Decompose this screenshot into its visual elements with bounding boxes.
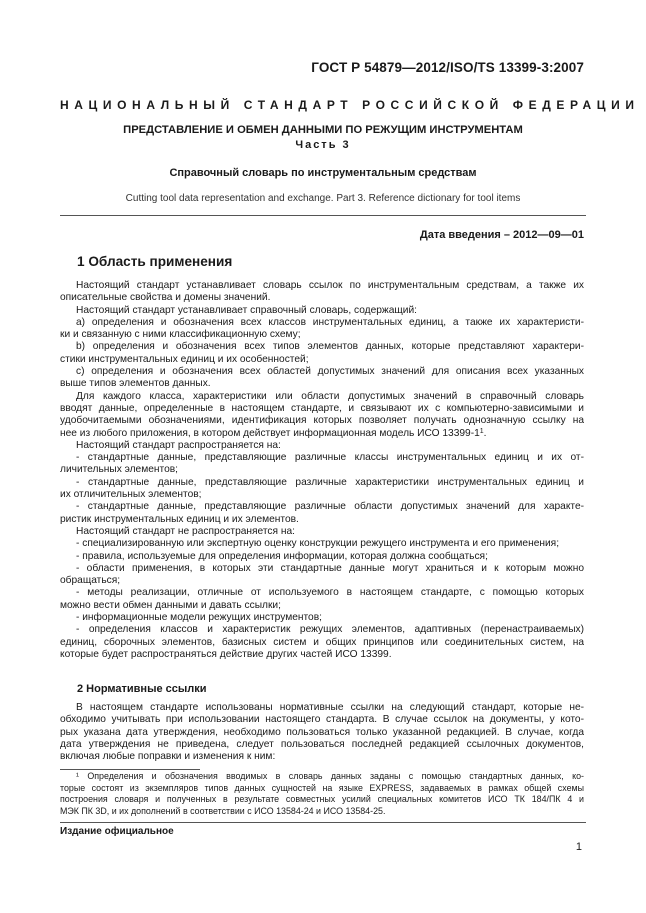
text-line — [60, 526, 584, 538]
text-line-content: - стандартные данные, представляющие различные области допустимых значений для характе- — [76, 501, 584, 513]
text-line — [60, 702, 584, 714]
text-line — [60, 600, 584, 612]
text-line — [60, 587, 584, 599]
text-line-content: их отличительных элементов; — [60, 489, 202, 501]
text-line-content: - методы реализации, отличные от используемого в настоящем стандарте, с помощью которых — [76, 587, 584, 599]
text-line-content: описательные свойства и домены значений. — [60, 292, 271, 304]
text-line-content: - определения классов и характеристик режущих элементов, адаптивных (перенастраиваемых) — [76, 624, 584, 636]
text-line-content: b) определения и обозначения всех типов элементов данных, которые представляют характери- — [76, 341, 584, 353]
footer-divider — [60, 822, 586, 823]
text-line-content: - стандартные данные, представляющие различные классы инструментальных единиц и их от- — [76, 452, 584, 464]
text-line-content: стики инструментальных единиц и их особенностей; — [60, 353, 309, 365]
national-standard-banner: НАЦИОНАЛЬНЫЙ СТАНДАРТ РОССИЙСКОЙ ФЕДЕРАЦИИ — [60, 98, 640, 112]
text-line-content: включая любые поправки и изменения к ним: — [60, 751, 276, 763]
text-line — [60, 428, 584, 440]
text-line — [60, 751, 584, 763]
text-line-content: Настоящий стандарт устанавливает словарь ссылок по инструментальным средствам, а также их — [76, 280, 584, 291]
section-1-body — [60, 280, 584, 661]
section-2-heading: 2 Нормативные ссылки — [77, 683, 207, 695]
text-line-content: Настоящий стандарт не распространяется на: — [76, 525, 296, 537]
section-1-heading: 1 Область применения — [77, 254, 233, 269]
text-line-content: - специализированную или экспертную оценку конструкции режущего инструмента и его применения; — [76, 538, 560, 550]
text-line — [60, 575, 584, 587]
text-line — [60, 317, 584, 329]
text-line — [60, 341, 584, 353]
english-title: Cutting tool data representation and exchange. Part 3. Reference dictionary for tool items — [125, 193, 521, 204]
text-line — [60, 637, 584, 649]
text-line — [60, 794, 584, 806]
text-line — [60, 501, 584, 513]
text-line — [60, 714, 584, 726]
text-line-content: ки и связанную с ними классификационную схему; — [60, 329, 301, 341]
text-line-content: - области применения, в которых эти стандартные данные могут храниться и к которым можно — [76, 562, 584, 574]
text-line — [60, 551, 584, 563]
text-line-content: удобочитаемыми обозначениями, идентификация которых позволяет получать однозначную ссылку на — [60, 415, 584, 427]
text-line — [60, 391, 584, 403]
text-line — [60, 477, 584, 489]
text-line-content: которые будет распространяться действие других частей ИСО 13399. — [60, 648, 392, 660]
text-line — [60, 783, 584, 795]
text-line-content: Настоящий стандарт распространяется на: — [76, 439, 281, 451]
text-line-content: рых указана дата утверждения, необходимо пользоваться только указанной редакцией. В случае, когда — [60, 726, 584, 738]
text-line — [60, 378, 584, 390]
text-line — [60, 514, 584, 526]
text-line-content: дата утверждения не приведена, следует пользоваться последней редакцией ссылочных документов, — [60, 738, 584, 750]
document-title: ПРЕДСТАВЛЕНИЕ И ОБМЕН ДАННЫМИ ПО РЕЖУЩИМ ИНСТРУМЕНТАМ — [123, 124, 523, 136]
text-line-content: построения словаря и полученных в результате совместных усилий специальных комитетов ИСО ТК 184/ПК 4 и — [60, 794, 584, 805]
text-line — [60, 612, 584, 624]
official-edition-label: Издание официальное — [60, 826, 174, 837]
text-line-content: c) определения и обозначения всех областей допустимых значений для описания всех указанных — [76, 366, 584, 378]
text-line-content: В настоящем стандарте использованы нормативные ссылки на следующий стандарт, которые не- — [76, 702, 584, 713]
text-line — [60, 624, 584, 636]
footnote-marker: 1 — [479, 427, 484, 435]
text-line-content: МЭК ПК 3D, и их дополнений в соответствии с ИСО 13584-24 и ИСО 13584-25. — [60, 805, 386, 816]
text-line-content: - стандартные данные, представляющие различные характеристики инструментальных единиц и — [76, 476, 584, 488]
document-subtitle: Справочный словарь по инструментальным средствам — [169, 167, 477, 179]
text-line-content: Для каждого класса, характеристики или области допустимых значений в справочный словарь — [76, 390, 584, 402]
text-line — [60, 415, 584, 427]
text-line-content: вводят данные, определенные в настоящем стандарте, и связывают их с компьютерно-зависимыми и — [60, 402, 584, 414]
text-line — [60, 727, 584, 739]
text-line-content: можно вести обмен данными и давать ссылки; — [60, 599, 281, 611]
text-line — [60, 649, 584, 661]
text-line — [60, 354, 584, 366]
text-line — [60, 739, 584, 751]
text-line — [60, 305, 584, 317]
footnote — [60, 771, 584, 817]
text-line — [60, 403, 584, 415]
text-line-content: ристик инструментальных единиц и их элементов. — [60, 513, 299, 525]
text-line — [60, 771, 584, 783]
page-number: 1 — [575, 841, 582, 853]
header-divider — [60, 215, 586, 216]
text-line-content: а) определения и обозначения всех классов инструментальных единиц, а также их характеристи- — [76, 316, 584, 328]
text-line — [60, 563, 584, 575]
text-line — [60, 329, 584, 341]
text-line-ending: . — [483, 427, 487, 439]
text-line-content: - информационные модели режущих инструментов; — [76, 612, 322, 624]
text-line — [60, 464, 584, 476]
section-2-body — [60, 702, 584, 763]
text-line — [60, 440, 584, 452]
footnote-divider — [60, 769, 200, 770]
text-line-content: обходимо учитывать при использовании настоящего стандарта. В случае ссылок на документы, у кото- — [60, 714, 584, 726]
text-line-content: обращаться; — [60, 575, 121, 587]
text-line-content: ¹ Определения и обозначения вводимых в словарь данных заданы с помощью стандартных данных, ко- — [76, 771, 584, 781]
text-line — [60, 280, 584, 292]
text-line-content: нее из любого приложения, в котором действует информационная модель ИСО 13399-1 — [60, 427, 480, 439]
document-part: Часть 3 — [295, 139, 351, 151]
text-line — [60, 806, 584, 818]
document-code: ГОСТ Р 54879—2012/ISO/TS 13399-3:2007 — [311, 60, 584, 75]
text-line-content: единиц, сборочных элементов, базисных систем и общих принципов или соединительных систем, на — [60, 636, 584, 648]
text-line — [60, 538, 584, 550]
text-line-content: Настоящий стандарт устанавливает справочный словарь, содержащий: — [76, 304, 417, 316]
text-line-content: личительных элементов; — [60, 464, 178, 476]
text-line — [60, 292, 584, 304]
text-line — [60, 489, 584, 501]
text-line-content: торые состоят из экземпляров типов данных сущностей на языке EXPRESS, задаваемых в рамках общей схемы — [60, 782, 584, 793]
introduction-date: Дата введения – 2012—09—01 — [419, 229, 584, 241]
text-line-content: выше типов элементов данных. — [60, 378, 211, 390]
text-line — [60, 452, 584, 464]
text-line — [60, 366, 584, 378]
text-line-content: - правила, используемые для определения информации, которая должна сообщаться; — [76, 550, 488, 562]
